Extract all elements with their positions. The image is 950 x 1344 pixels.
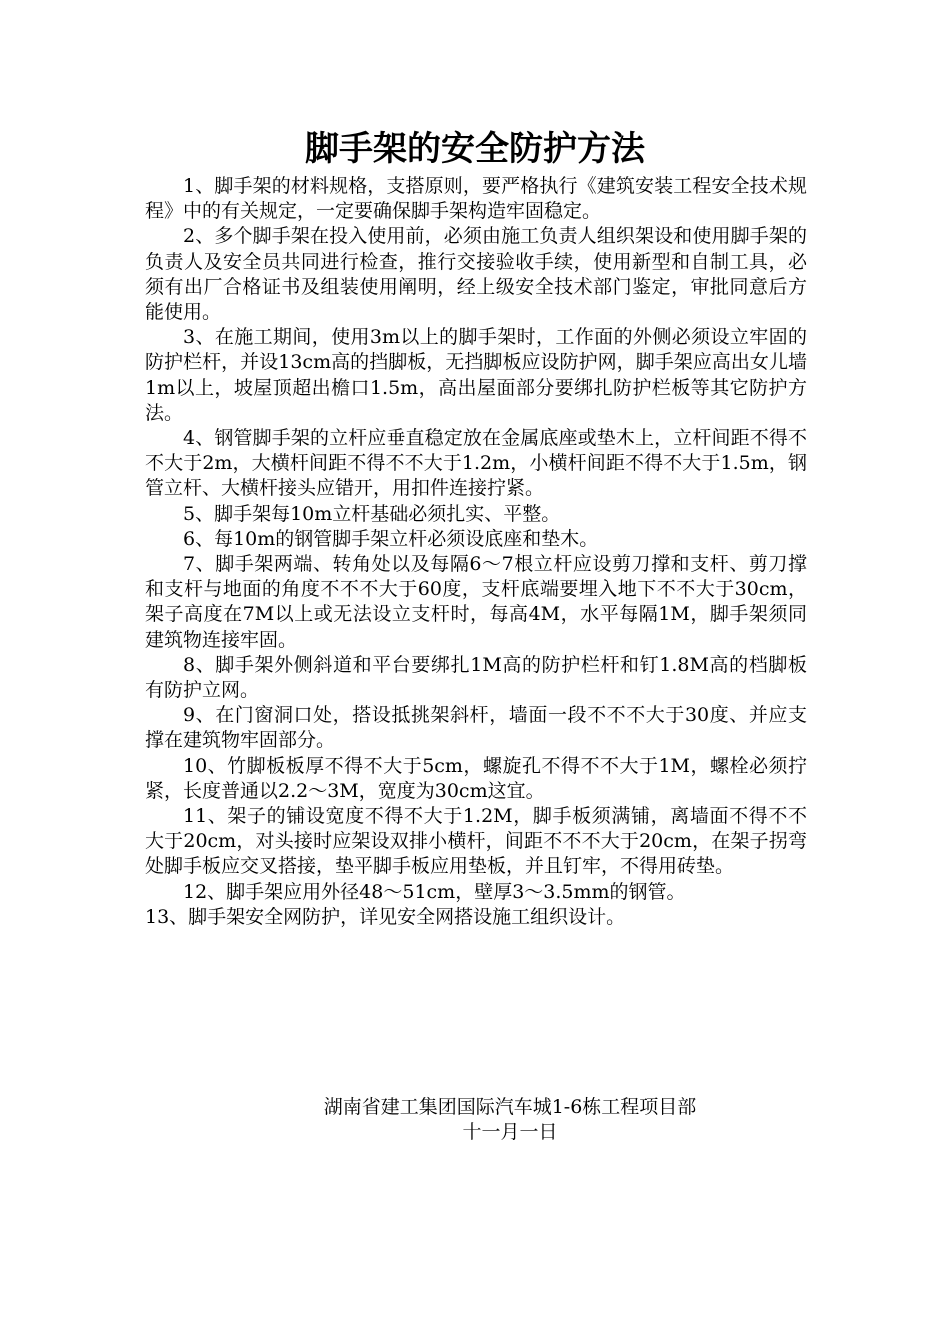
paragraph-1: 1、脚手架的材料规格，支搭原则，要严格执行《建筑安装工程安全技术规程》中的有关规定，一定要确保脚手架构造牢固稳定。 [145,175,807,223]
paragraph-9: 9、在门窗洞口处，搭设抵挑架斜杆，墙面一段不不不大于30度、并应支撑在建筑物牢固部分。 [145,704,807,752]
paragraph-6: 6、每10m的钢管脚手架立杆必须设底座和垫木。 [183,527,599,550]
paragraph-12: 12、脚手架应用外径48～51cm，壁厚3～3.5mm的钢管。 [183,880,686,903]
paragraph-2: 2、多个脚手架在投入使用前，必须由施工负责人组织架设和使用脚手架的负责人及安全员共同进行检查，推行交接验收手续，使用新型和自制工具，必须有出厂合格证书及组装使用阐明，经上级安全技术部门鉴定，审批同意后方能使用。 [145,225,807,324]
paragraph-3: 3、在施工期间，使用3m以上的脚手架时，工作面的外侧必须设立牢固的防护栏杆，并设13cm高的挡脚板，无挡脚板应设防护网，脚手架应高出女儿墙1m以上，坡屋顶超出檐口1.5m，高出屋面部分要绑扎防护栏板等其它防护方法。 [145,326,807,424]
document-body [145,174,807,930]
paragraph-4: 4、钢管脚手架的立杆应垂直稳定放在金属底座或垫木上，立杆间距不得不不大于2m，大横杆间距不得不不大于1.2m，小横杆间距不得不大于1.5m，钢管立杆、大横杆接头应错开，用扣件连接拧紧。 [145,427,807,500]
paragraph-13: 13、脚手架安全网防护，详见安全网搭设施工组织设计。 [145,905,626,928]
paragraph-8: 8、脚手架外侧斜道和平台要绑扎1M高的防护栏杆和钉1.8M高的档脚板有防护立网。 [145,653,807,702]
footer-date: 十一月一日 [462,1121,558,1143]
paragraph-7: 7、脚手架两端、转角处以及每隔6～7根立杆应设剪刀撑和支杆、剪刀撑和支杆与地面的角度不不不大于60度，支杆底端要埋入地下不不大于30cm，架子高度在7M以上或无法设立支杆时，每高4M，水平每隔1M，脚手架须同建筑物连接牢固。 [145,553,807,651]
document-title: 脚手架的安全防护方法 [305,129,645,169]
paragraph-10: 10、竹脚板板厚不得不大于5cm，螺旋孔不得不不大于1M，螺栓必须拧紧，长度普通以2.2～3M，宽度为30cm这宜。 [145,754,807,802]
paragraph-11: 11、架子的铺设宽度不得不大于1.2M，脚手板须满铺，离墙面不得不不大于20cm，对头接时应架设双排小横杆，间距不不不大于20cm，在架子拐弯处脚手板应交叉搭接，垫平脚手板应用垫板，并且钉牢，不得用砖垫。 [145,805,807,878]
document-footer [240,1095,780,1145]
footer-organization: 湖南省建工集团国际汽车城1-6栋工程项目部 [323,1096,697,1118]
paragraph-5: 5、脚手架每10m立杆基础必须扎实、平整。 [183,502,561,525]
